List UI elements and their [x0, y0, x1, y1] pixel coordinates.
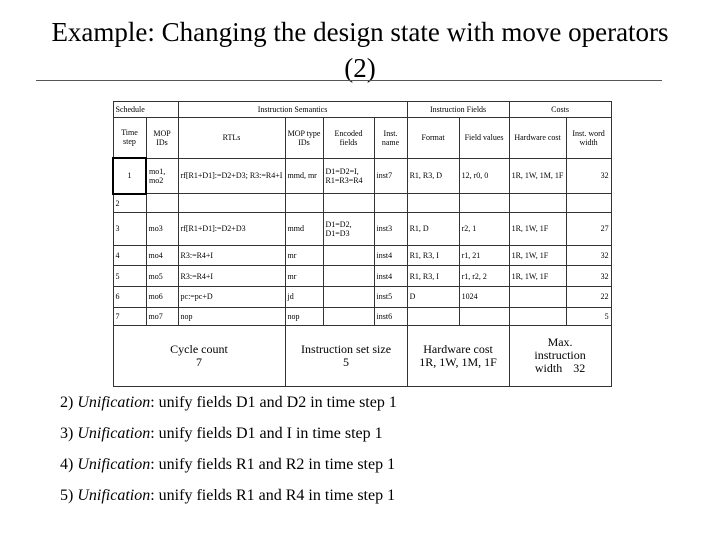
step-number: 5): [60, 487, 74, 504]
step-number: 2): [60, 394, 74, 411]
table-cell: [566, 194, 611, 213]
max-width-value: 32: [573, 361, 586, 376]
table-cell: inst6: [374, 307, 407, 325]
table-row: [113, 158, 611, 193]
title-divider: [36, 80, 662, 81]
table-cell: mo5: [146, 266, 178, 287]
hardware-cost-label: Hardware cost: [423, 341, 493, 356]
table-cell: mo3: [146, 213, 178, 245]
unification-steps-list: [60, 393, 680, 517]
list-item: [60, 486, 680, 517]
column-header: Inst. word width: [566, 117, 611, 158]
table-cell: [407, 194, 459, 213]
table-cell: mo6: [146, 287, 178, 308]
table-cell: R1, D: [407, 213, 459, 245]
table-cell: R1, R3, D: [407, 158, 459, 193]
table-cell: 3: [113, 213, 146, 245]
table-cell: mo7: [146, 307, 178, 325]
table-cell: 1R, 1W, 1M, 1F: [509, 158, 566, 193]
table-cell: mo1, mo2: [146, 158, 178, 193]
table-cell: inst4: [374, 266, 407, 287]
list-item: [60, 424, 680, 455]
table-row: [113, 307, 611, 325]
table-cell: mr: [285, 266, 323, 287]
group-header-schedule: Schedule: [113, 102, 178, 118]
table-cell: D: [407, 287, 459, 308]
cycle-count-label: Cycle count: [170, 341, 228, 356]
table-cell: rf[R1+D1]:=D2+D3; R3:=R4+I: [178, 158, 285, 193]
group-header-semantics: Instruction Semantics: [178, 102, 407, 118]
table-cell: inst5: [374, 287, 407, 308]
table-cell: mmd: [285, 213, 323, 245]
table-cell: [323, 287, 374, 308]
table-cell: 12, r0, 0: [459, 158, 509, 193]
table-cell: 1R, 1W, 1F: [509, 245, 566, 266]
max-width-label: width: [534, 361, 563, 376]
table-cell: rf[R1+D1]:=D2+D3: [178, 213, 285, 245]
cycle-count-cell: [113, 325, 285, 386]
step-number: 3): [60, 425, 74, 442]
table-cell: 5: [113, 266, 146, 287]
hardware-cost-value: 1R, 1W, 1M, 1F: [419, 354, 497, 369]
table-cell: [285, 194, 323, 213]
table-cell: R1, R3, I: [407, 266, 459, 287]
table-cell: nop: [178, 307, 285, 325]
column-header: MOP type IDs: [285, 117, 323, 158]
hardware-cost-cell: [407, 325, 509, 386]
table-cell: inst7: [374, 158, 407, 193]
table-cell: [509, 194, 566, 213]
table-cell: 7: [113, 307, 146, 325]
instruction-set-size-value: 5: [343, 354, 350, 369]
table-cell: [459, 194, 509, 213]
column-header: Field values: [459, 117, 509, 158]
table-cell: pc:=pc+D: [178, 287, 285, 308]
design-state-table: [112, 101, 610, 387]
table-cell: 4: [113, 245, 146, 266]
table-cell: mmd, mr: [285, 158, 323, 193]
cycle-count-value: 7: [196, 354, 202, 369]
table-cell: 22: [566, 287, 611, 308]
table-cell: [178, 194, 285, 213]
table-row: [113, 287, 611, 308]
table-cell: r2, 1: [459, 213, 509, 245]
design-state-grid: [112, 101, 612, 387]
table-cell: 5: [566, 307, 611, 325]
table-cell: nop: [285, 307, 323, 325]
table-cell: 32: [566, 158, 611, 193]
table-cell: 27: [566, 213, 611, 245]
table-cell: 1: [113, 158, 146, 193]
list-item: [60, 455, 680, 486]
table-cell: [509, 307, 566, 325]
table-row: [113, 245, 611, 266]
table-cell: jd: [285, 287, 323, 308]
table-row: [113, 266, 611, 287]
table-cell: r1, r2, 2: [459, 266, 509, 287]
step-text: : unify fields D1 and I in time step 1: [150, 425, 383, 442]
instruction-set-size-cell: [285, 325, 407, 386]
table-cell: 6: [113, 287, 146, 308]
max-width-label: instruction: [534, 348, 586, 363]
table-cell: D1=D2=I, R1=R3=R4: [323, 158, 374, 193]
table-cell: R3:=R4+I: [178, 266, 285, 287]
column-header: Inst. name: [374, 117, 407, 158]
table-cell: D1=D2, D1=D3: [323, 213, 374, 245]
table-cell: inst4: [374, 245, 407, 266]
step-operator: Unification: [77, 487, 151, 504]
step-text: : unify fields R1 and R4 in time step 1: [150, 487, 396, 504]
table-cell: [509, 287, 566, 308]
max-width-cell: [509, 325, 611, 386]
column-header: Hardware cost: [509, 117, 566, 158]
table-cell: mr: [285, 245, 323, 266]
column-header: Format: [407, 117, 459, 158]
table-cell: [407, 307, 459, 325]
column-header: Time step: [113, 117, 146, 158]
instruction-set-size-label: Instruction set size: [301, 341, 392, 356]
column-header: Encoded fields: [323, 117, 374, 158]
table-cell: R3:=R4+I: [178, 245, 285, 266]
step-text: : unify fields D1 and D2 in time step 1: [150, 394, 397, 411]
group-header-costs: Costs: [509, 102, 611, 118]
table-row: [113, 213, 611, 245]
step-operator: Unification: [77, 394, 151, 411]
step-operator: Unification: [77, 425, 151, 442]
table-cell: [323, 194, 374, 213]
table-cell: R1, R3, I: [407, 245, 459, 266]
table-cell: [459, 307, 509, 325]
slide-title: Example: Changing the design state with move operators (2): [51, 17, 669, 83]
table-cell: 2: [113, 194, 146, 213]
step-number: 4): [60, 456, 74, 473]
table-cell: mo4: [146, 245, 178, 266]
table-cell: 1024: [459, 287, 509, 308]
table-cell: r1, 21: [459, 245, 509, 266]
table-cell: 1R, 1W, 1F: [509, 266, 566, 287]
max-width-label: Max.: [547, 335, 573, 350]
step-operator: Unification: [77, 456, 151, 473]
table-cell: [323, 245, 374, 266]
table-row: [113, 194, 611, 213]
column-header: MOP IDs: [146, 117, 178, 158]
table-cell: 1R, 1W, 1F: [509, 213, 566, 245]
table-cell: [146, 194, 178, 213]
table-cell: [323, 307, 374, 325]
summary-row: [113, 325, 611, 386]
table-cell: [374, 194, 407, 213]
max-width-row: [512, 362, 609, 375]
table-cell: [323, 266, 374, 287]
step-text: : unify fields R1 and R2 in time step 1: [150, 456, 396, 473]
table-cell: 32: [566, 266, 611, 287]
table-cell: inst3: [374, 213, 407, 245]
table-cell: 32: [566, 245, 611, 266]
group-header-fields: Instruction Fields: [407, 102, 509, 118]
list-item: [60, 393, 680, 424]
column-header: RTLs: [178, 117, 285, 158]
